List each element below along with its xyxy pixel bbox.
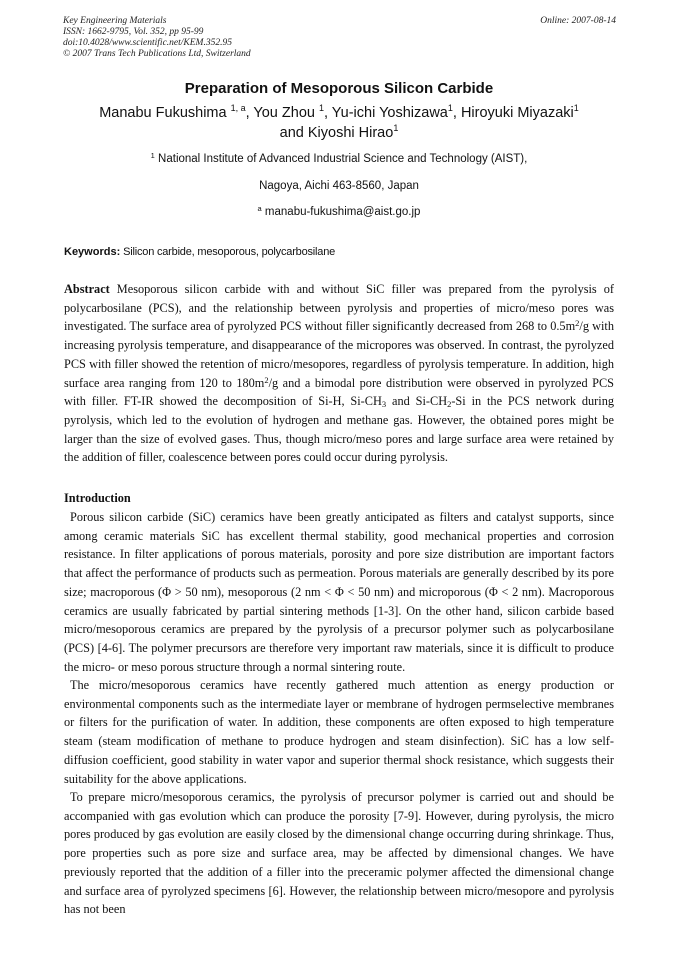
introduction-heading: Introduction xyxy=(64,491,131,505)
affiliation-address: Nagoya, Aichi 463-8560, Japan xyxy=(259,180,419,192)
author-name: and Kiyoshi Hirao xyxy=(279,125,394,141)
journal-header xyxy=(63,16,251,60)
abstract-label: Abstract xyxy=(64,282,110,296)
author-mark: 1 xyxy=(393,123,399,133)
author-mark: 1 xyxy=(318,103,324,113)
intro-paragraph-1: Porous silicon carbide (SiC) ceramics have been greatly anticipated as filters and catalyst supports, since among ceramic materials SiC has excellent thermal stability, good mechanical properties and corrosion resistance. In filter applications of porous materials, porosity and pore size distribution are important factors that affect the performance of products such as permeation. Porous materials are generally described by its pore size; macroporous (Φ > 50 nm), mesoporous (2 nm < Φ < 50 nm) and microporous (Φ < 2 nm). Macroporous ceramics are usually fabricated by partial sintering methods [1-3]. On the other hand, silicon carbide based micro/mesoporous ceramics are prepared by the pyrolysis of a precursor polymer such as polycarbosilane (PCS) [4-6]. The polymer precursors are therefore very important raw materials, since it is difficult to produce the micro- or meso porous structure through a normal sintering route. xyxy=(64,510,614,674)
intro-paragraph-3: To prepare micro/mesoporous ceramics, the pyrolysis of precursor polymer is carried out and should be accompanied with gas evolution which can produce the porosity [7-9]. However, during pyrolysis, the micro pores produced by gas evolution are easily closed by the dimensional change occurring during shrinkage. Thus, pore properties such as pore size and surface area, may be affected by dimensional changes. We have previously reported that the addition of a filler into the preceramic polymer affected the dimensional change and surface area of pyrolyzed specimens [6]. However, the relationship between micro/mesopore and pyrolysis has not been xyxy=(64,790,614,917)
author-name: , Hiroyuki Miyazaki xyxy=(452,105,574,121)
abstract-paragraph: Abstract Mesoporous silicon carbide with and without SiC filler was prepared from the pyrolysis of polycarbosilane (PCS), and the relationship between pyrolysis and properties of micro/meso pores was investigated. The surface area of pyrolyzed PCS without filler significantly decreased from 268 to $0.5m^2/g$ with increasing pyrolysis temperature, and disappearance of the micropores was observed. In contrast, the pyrolyzed PCS with filler showed the retention of micro/mesopores, regardless of pyrolysis temperature. In addition, high surface area ranging from 120 to $180m^2/g$ and a bimodal pore distribution were observed in pyrolyzed PCS with filler. FT-IR showed the decomposition of Si-H, $Si-CH_3$ and $Si-CH_2-Si$ in the PCS network during pyrolysis, which led to the evolution of hydrogen and methane gas. However, the obtained pores might be larger than the size of evolved gases. Thus, though micro/meso pores and large surface area were retained by the addition of filler, coalescence between pores could occur during pyrolysis. xyxy=(64,282,614,465)
affiliation-email xyxy=(0,206,678,218)
affiliation-mark: 1 xyxy=(150,151,155,160)
author-name: Manabu Fukushima xyxy=(99,105,227,121)
author-mark: 1, a xyxy=(230,103,246,113)
doi-line: doi:10.4028/www.scientific.net/KEM.352.95 xyxy=(63,38,232,48)
email-mark: a xyxy=(257,204,262,213)
keywords-label: Keywords: xyxy=(64,246,121,258)
issn-line: ISSN: 1662-9795, Vol. 352, pp 95-99 xyxy=(63,27,204,37)
email-address[interactable]: manabu-fukushima@aist.go.jp xyxy=(264,206,421,218)
author-name: , Yu-ichi Yoshizawa xyxy=(324,105,448,121)
keywords xyxy=(64,246,335,258)
keywords-text: Silicon carbide, mesoporous, polycarbosilane xyxy=(120,246,336,258)
intro-paragraph-2: The micro/mesoporous ceramics have recently gathered much attention as energy production or environmental components such as the intermediate layer or membrane of hydrogen permselective membranes or filters for the purification of water. In addition, these components are often exposed to high temperature steam (steam modification of methane to produce hydrogen and steam disinfection). SiC has a low self-diffusion coefficient, good stability in water vapor and superior thermal shock resistance, which suggests their suitability for the above applications. xyxy=(64,678,614,786)
copyright-line: © 2007 Trans Tech Publications Ltd, Switzerland xyxy=(63,49,251,59)
journal-name: Key Engineering Materials xyxy=(63,16,167,26)
paper-title: Preparation of Mesoporous Silicon Carbide xyxy=(184,80,494,97)
author-name: , You Zhou xyxy=(245,105,315,121)
author-list xyxy=(40,103,638,143)
author-mark: 1 xyxy=(573,103,579,113)
online-date: Online: 2007-08-14 xyxy=(540,16,616,26)
affiliation-institute: $^1$ National Institute of Advanced Industrial Science and Technology (AIST), xyxy=(150,151,528,165)
author-mark: 1 xyxy=(447,103,453,113)
